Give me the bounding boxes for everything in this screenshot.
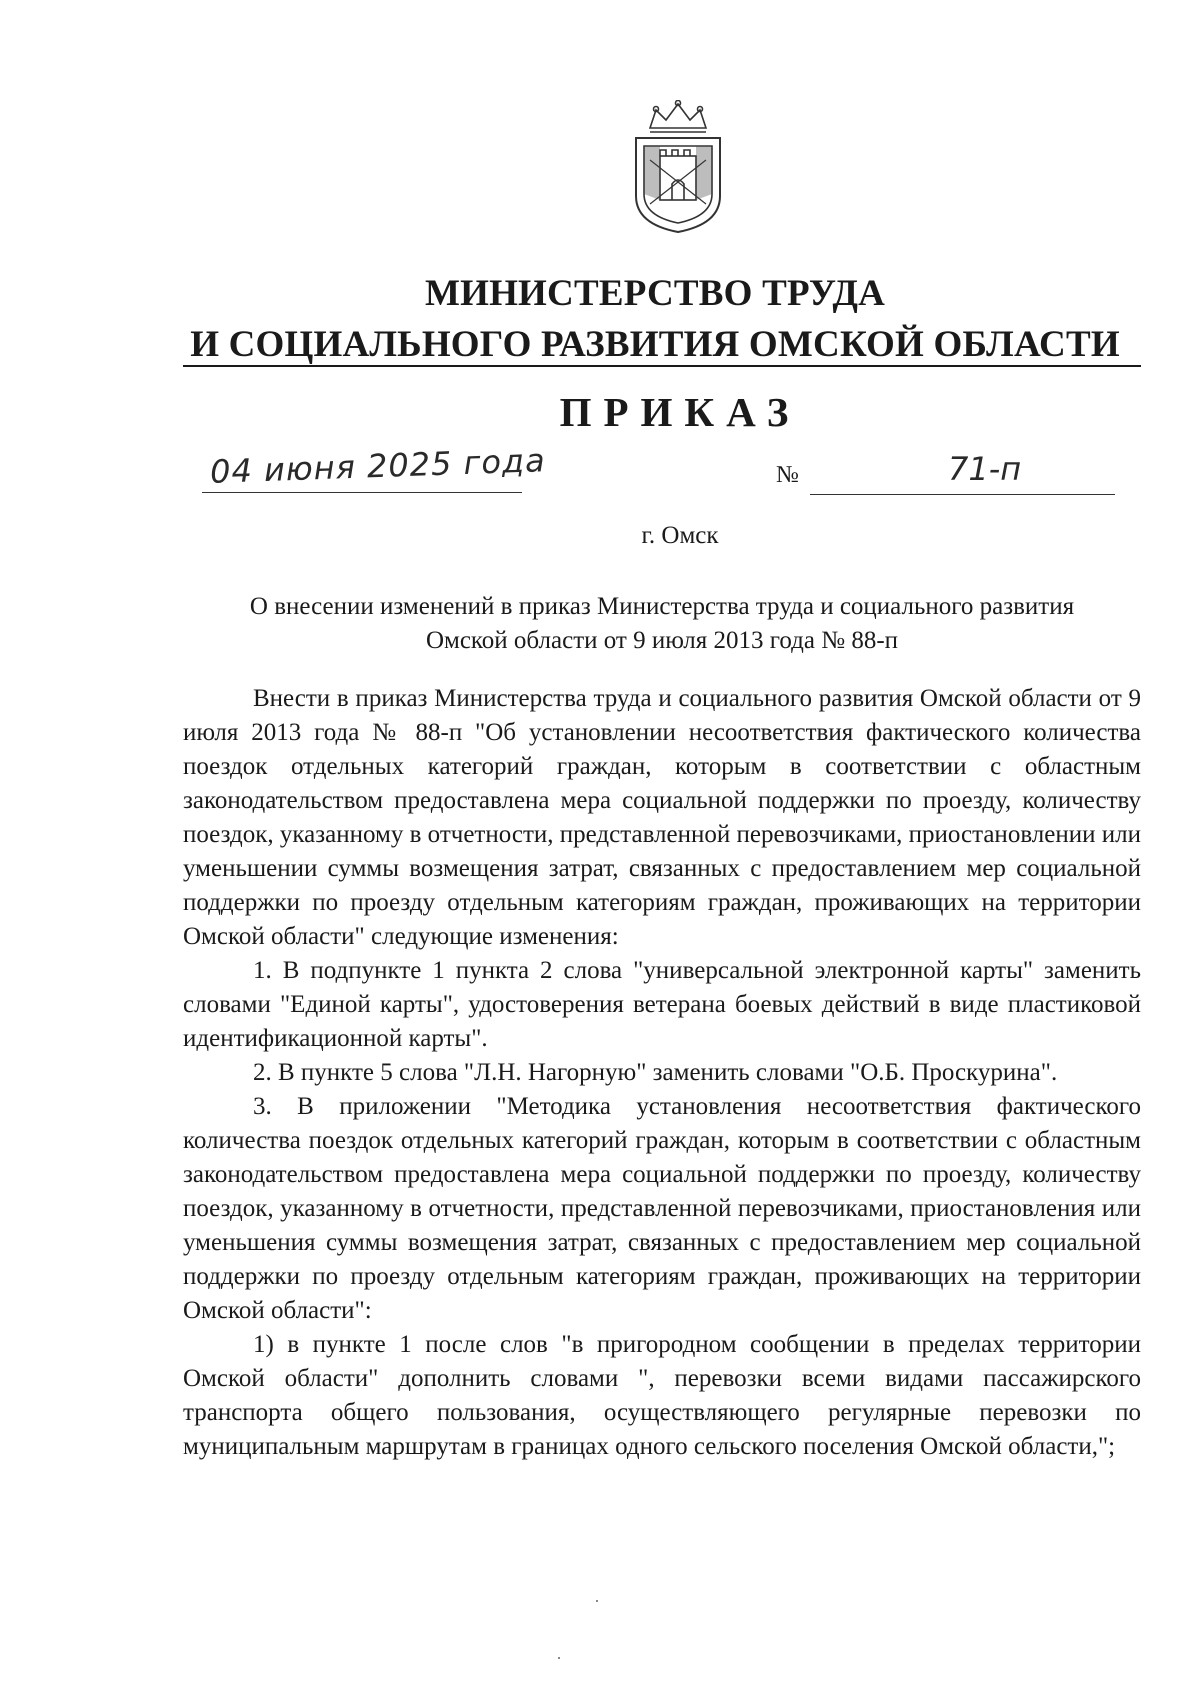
order-number-label: № bbox=[776, 462, 799, 488]
order-number: 71-п bbox=[948, 450, 1022, 488]
ministry-name-line1: МИНИСТЕРСТВО ТРУДА bbox=[424, 273, 886, 314]
document-type-title: ПРИКАЗ bbox=[559, 389, 801, 435]
number-underline bbox=[810, 494, 1115, 495]
order-date: 04 июня 2025 года bbox=[209, 441, 547, 491]
body-paragraph: 1) в пункте 1 после слов "в пригородном сообщении в пределах территории Омской области" дополнить словами ", перевозки всеми видами пассажирского транспорта общего пользования, осуществляющего регулярные перевозки по муниципальным маршрутам в границах одного сельского поселения Омской области,"; bbox=[183, 1331, 1141, 1460]
ministry-name-line2: И СОЦИАЛЬНОГО РАЗВИТИЯ ОМСКОЙ ОБЛАСТИ bbox=[190, 324, 1120, 365]
body-paragraph: 2. В пункте 5 слова "Л.Н. Нагорную" заменить словами "О.Б. Проскурина". bbox=[253, 1059, 1058, 1086]
header-rule bbox=[183, 365, 1141, 367]
city: г. Омск bbox=[641, 522, 719, 549]
subject-line2: Омской области от 9 июля 2013 года № 88-п bbox=[425, 627, 899, 654]
body-paragraph: 1. В подпункте 1 пункта 2 слова "универсальной электронной карты" заменить словами "Единой карты", удостоверения ветерана боевых действий в виде пластиковой идентификационной карты". bbox=[183, 957, 1141, 1052]
order-subject bbox=[183, 590, 1141, 658]
date-underline bbox=[202, 492, 522, 493]
body-paragraph: 3. В приложении "Методика установления несоответствия фактического количества поездок отдельных категорий граждан, которым в соответствии с областным законодательством предоставлена мера социальной поддержки по проезду, количеству поездок, указанному в отчетности, представленной перевозчиками, приостановления или уменьшения суммы возмещения затрат, связанных с предоставлением мер социальной поддержки по проезду отдельным категориям граждан, проживающих на территории Омской области": bbox=[183, 1093, 1141, 1324]
order-body bbox=[183, 682, 1141, 1464]
scan-speck bbox=[558, 1657, 560, 1659]
coat-of-arms-icon bbox=[622, 100, 734, 235]
subject-line1: О внесении изменений в приказ Министерства труда и социального развития bbox=[249, 593, 1075, 620]
ministry-name bbox=[180, 268, 1130, 370]
scan-speck bbox=[596, 1600, 598, 1602]
body-paragraph: Внести в приказ Министерства труда и социального развития Омской области от 9 июля 2013 года № 88-п "Об установлении несоответствия фактического количества поездок отдельных категорий граждан, которым в соответствии с областным законодательством предоставлена мера социальной поддержки по проезду, количеству поездок, указанному в отчетности, представленной перевозчиками, приостановлении или уменьшении суммы возмещения затрат, связанных с предоставлением мер социальной поддержки по проезду отдельным категориям граждан, проживающих на территории Омской области" следующие изменения: bbox=[183, 685, 1141, 950]
